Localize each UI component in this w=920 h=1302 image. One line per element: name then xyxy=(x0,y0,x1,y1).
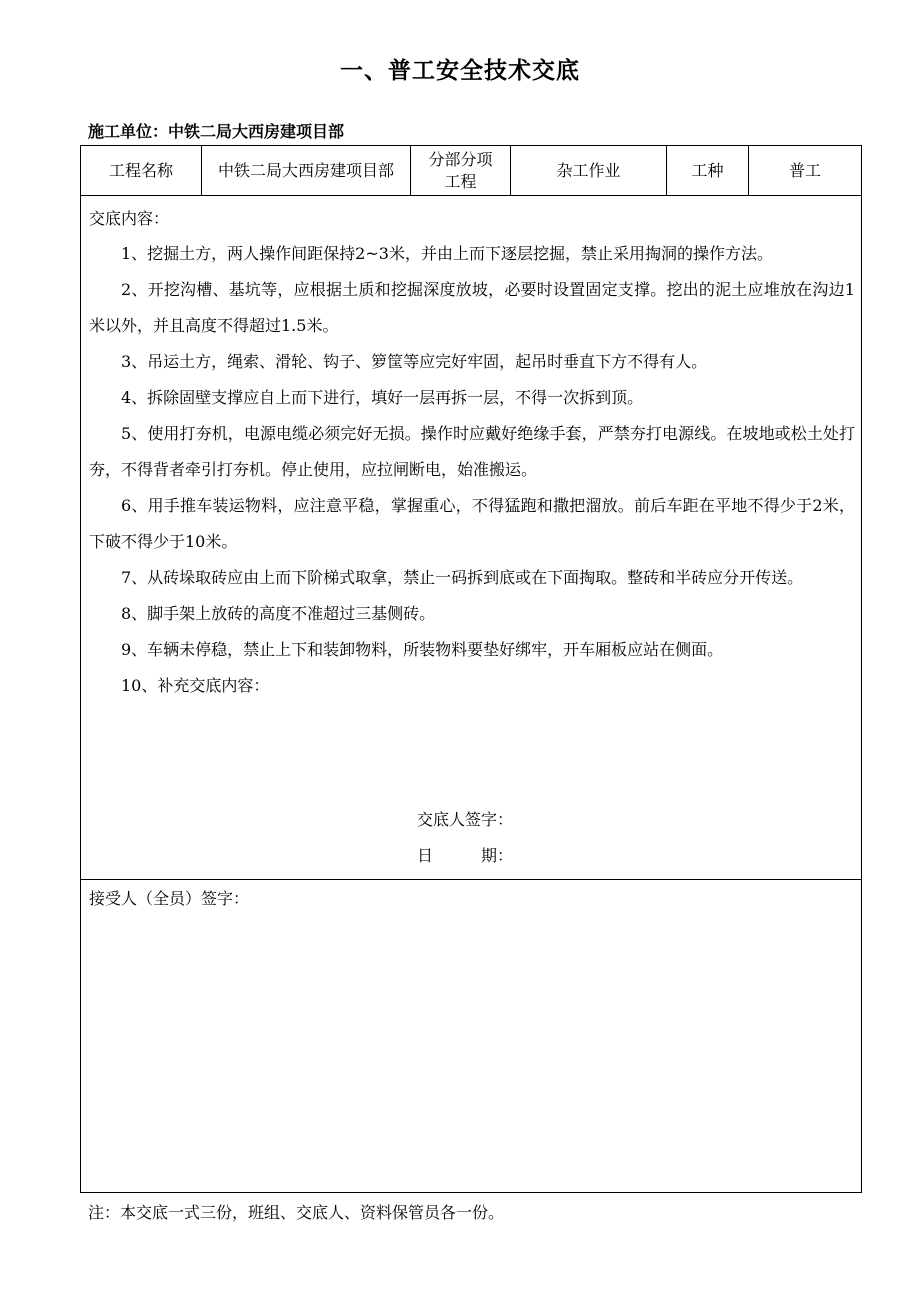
project-name-value: 中铁二局大西房建项目部 xyxy=(202,146,411,195)
content-item: 5、使用打夯机，电源电缆必须完好无损。操作时应戴好绝缘手套，严禁夯打电源线。在坡地或松土处打夯，不得背者牵引打夯机。停止使用，应拉闸断电，始准搬运。 xyxy=(89,424,855,479)
construction-unit: 施工单位：中铁二局大西房建项目部 xyxy=(88,122,345,141)
content-section xyxy=(81,196,861,880)
trade-value: 普工 xyxy=(788,160,821,180)
presenter-signature-label: 交底人签字： xyxy=(417,810,514,829)
receiver-signature-label: 接受人（全员）签字： xyxy=(89,889,250,908)
footnote: 注：本交底一式三份，班组、交底人、资料保管员各一份。 xyxy=(88,1203,505,1222)
content-items xyxy=(89,236,855,704)
content-item: 10、补充交底内容： xyxy=(121,676,270,695)
content-item: 3、吊运土方，绳索、滑轮、钩子、箩筐等应完好牢固，起吊时垂直下方不得有人。 xyxy=(121,352,708,371)
content-item: 9、车辆未停稳，禁止上下和装卸物料，所装物料要垫好绑牢，开车厢板应站在侧面。 xyxy=(121,640,724,659)
content-item: 4、拆除固壁支撑应自上而下进行，填好一层再拆一层，不得一次拆到顶。 xyxy=(121,388,644,407)
sub-project-label: 分部分项工程 xyxy=(411,146,511,195)
content-item: 1、挖掘土方，两人操作间距保持2~3米，并由上而下逐层挖掘，禁止采用掏洞的操作方法。 xyxy=(121,244,773,263)
project-name-label: 工程名称 xyxy=(81,146,202,195)
content-item: 2、开挖沟槽、基坑等，应根据土质和挖掘深度放坡，必要时设置固定支撑。挖出的泥土应堆放在沟边1米以外，并且高度不得超过1.5米。 xyxy=(89,280,855,335)
trade-label: 工种 xyxy=(667,146,749,195)
content-item: 6、用手推车装运物料，应注意平稳，掌握重心，不得猛跑和撒把溜放。前后车距在平地不得少于2米，下破不得少于10米。 xyxy=(89,496,855,551)
content-label: 交底内容： xyxy=(89,209,170,228)
date-label: 日 期： xyxy=(417,846,514,865)
sub-project-value: 杂工作业 xyxy=(511,146,667,195)
disclosure-form xyxy=(80,145,862,1193)
content-item: 7、从砖垛取砖应由上而下阶梯式取拿，禁止一码拆到底或在下面掏取。整砖和半砖应分开传送。 xyxy=(121,568,804,587)
document-title: 一、普工安全技术交底 xyxy=(340,57,580,84)
header-row xyxy=(81,146,861,196)
content-item: 8、脚手架上放砖的高度不准超过三基侧砖。 xyxy=(121,604,436,623)
